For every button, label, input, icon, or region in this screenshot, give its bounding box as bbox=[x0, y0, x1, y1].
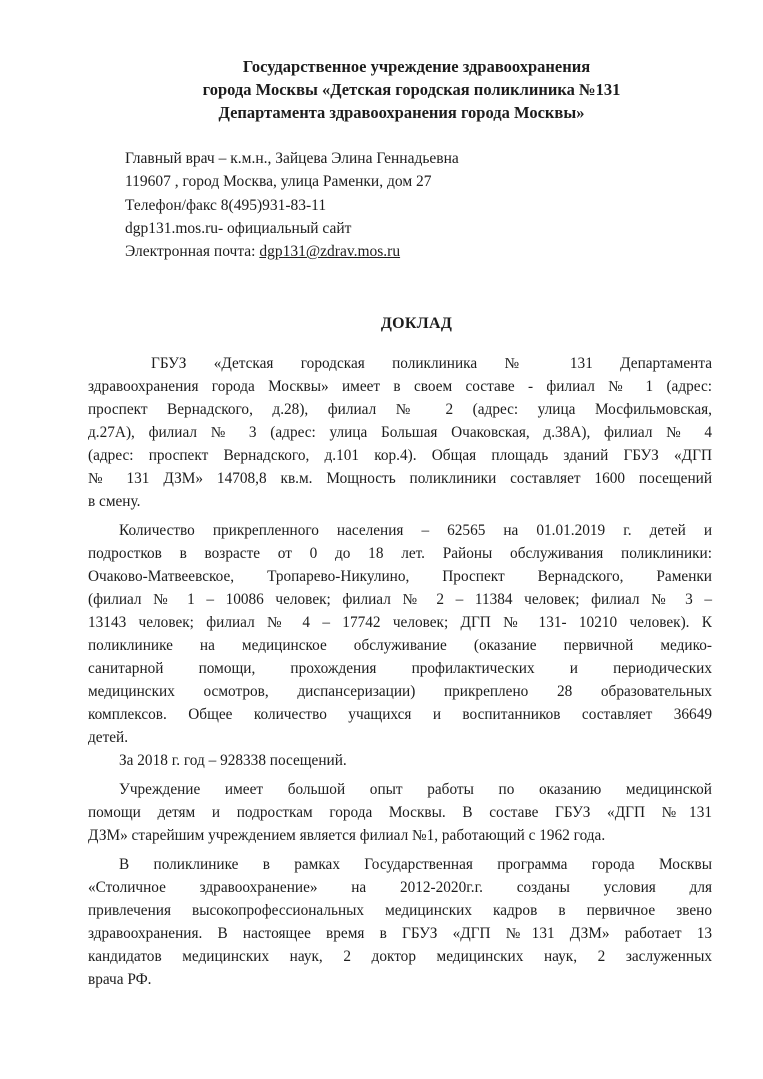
paragraph-4 bbox=[88, 778, 712, 847]
paragraph-line: Количество прикрепленного населения – 62565 на 01.01.2019 г. детей и bbox=[119, 522, 712, 539]
paragraph-line: здравоохранения. В настоящее время в ГБУЗ «ДГП №131 ДЗМ» работает 13 bbox=[88, 925, 712, 942]
paragraph-line: За 2018 г. год – 928338 посещений. bbox=[119, 752, 347, 769]
paragraph-line: ДЗМ» старейшим учреждением является филиал №1, работающий с 1962 года. bbox=[88, 827, 606, 844]
header-line-3: Департамента здравоохранения города Москвы» bbox=[218, 103, 585, 122]
paragraph-line: комплексов. Общее количество учащихся и воспитанников составляет 36649 bbox=[88, 706, 712, 723]
email-label: Электронная почта: bbox=[125, 243, 260, 261]
paragraph-line: поликлинике на медицинское обслуживание (оказание первичной медико- bbox=[88, 637, 712, 654]
paragraph-line: Очаково-Матвеевское, Тропарево-Никулино, Проспект Вернадского, Раменки bbox=[88, 568, 712, 585]
paragraph-line: д.27А), филиал № 3 (адрес: улица Большая Очаковская, д.38А), филиал № 4 bbox=[88, 424, 712, 441]
paragraph-1 bbox=[88, 352, 712, 513]
paragraph-line: помощи детям и подросткам города Москвы. В составе ГБУЗ «ДГП №131 bbox=[88, 804, 712, 821]
contact-block bbox=[125, 147, 459, 263]
paragraph-line: «Столичное здравоохранение» на 2012-2020г.г. созданы условия для bbox=[88, 879, 712, 896]
paragraph-line: в смену. bbox=[88, 493, 141, 510]
header-line-2: города Москвы «Детская городская поликлиника №131 bbox=[202, 80, 621, 99]
paragraph-line: (адрес: проспект Вернадского, д.101 кор.4). Общая площадь зданий ГБУЗ «ДГП bbox=[88, 447, 712, 464]
address: 119607 , город Москва, улица Раменки, дом 27 bbox=[125, 173, 432, 191]
paragraph-line: ГБУЗ «Детская городская поликлиника № 131 Департамента bbox=[151, 355, 712, 372]
paragraph-line: здравоохранения города Москвы» имеет в своем составе - филиал № 1 (адрес: bbox=[88, 378, 712, 395]
document-title: ДОКЛАД bbox=[380, 315, 453, 332]
paragraph-line: 13143 человек; филиал № 4 – 17742 человек; ДГП № 131- 10210 человек). К bbox=[88, 614, 712, 631]
paragraph-line: врача РФ. bbox=[88, 971, 152, 988]
email-row bbox=[125, 240, 459, 263]
document-header bbox=[0, 55, 763, 124]
paragraph-line: № 131 ДЗМ» 14708,8 кв.м. Мощность поликлиники составляет 1600 посещений bbox=[88, 470, 712, 487]
paragraph-3 bbox=[88, 749, 712, 772]
paragraph-line: В поликлинике в рамках Государственная программа города Москвы bbox=[119, 856, 712, 873]
chief-doctor: Главный врач – к.м.н., Зайцева Элина Геннадьевна bbox=[125, 150, 459, 167]
header-line-1: Государственное учреждение здравоохранения bbox=[242, 57, 591, 76]
paragraph-line: (филиал № 1 – 10086 человек; филиал № 2 – 11384 человек; филиал № 3 – bbox=[88, 591, 712, 608]
paragraph-line: детей. bbox=[88, 729, 129, 746]
phone: Телефон/факс 8(495)931-83-11 bbox=[125, 196, 327, 214]
email-link[interactable]: dgp131@zdrav.mos.ru bbox=[259, 243, 401, 261]
paragraph-line: подростков в возрасте от 0 до 18 лет. Районы обслуживания поликлиники: bbox=[88, 545, 712, 562]
paragraph-line: Учреждение имеет большой опыт работы по оказанию медицинской bbox=[119, 781, 712, 798]
official-site: dgp131.mos.ru- официальный сайт bbox=[125, 219, 352, 237]
paragraph-line: медицинских осмотров, диспансеризации) прикреплено 28 образовательных bbox=[88, 683, 712, 700]
paragraph-line: санитарной помощи, прохождения профилактических и периодических bbox=[88, 660, 712, 677]
paragraph-5 bbox=[88, 853, 712, 991]
paragraph-line: проспект Вернадского, д.28), филиал № 2 (адрес: улица Мосфильмовская, bbox=[88, 401, 712, 418]
paragraph-line: привлечения высокопрофессиональных медицинских кадров в первичное звено bbox=[88, 902, 712, 919]
paragraph-2 bbox=[88, 519, 712, 749]
document-body bbox=[88, 352, 712, 991]
paragraph-line: кандидатов медицинских наук, 2 доктор медицинских наук, 2 заслуженных bbox=[88, 948, 712, 965]
